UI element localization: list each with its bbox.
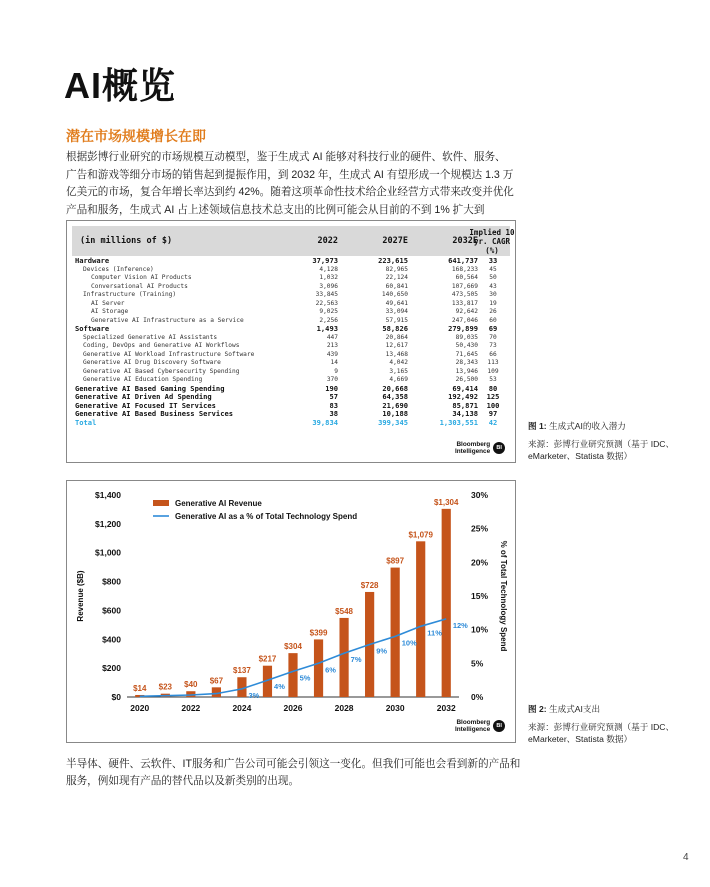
row-value: 9,025: [319, 308, 338, 315]
table-row: [72, 308, 510, 317]
x-tick-label: 2030: [385, 703, 405, 713]
table-row: [72, 342, 510, 351]
bar-label: $40: [184, 680, 198, 690]
fig2-caption: 图 2: 生成式AI支出 来源：彭博行业研究预测（基于 IDC、eMarketer、Statista 数据）: [528, 704, 675, 744]
row-value: 33,094: [385, 308, 408, 315]
row-value: 213: [326, 342, 338, 349]
row-value: 10,188: [382, 409, 408, 418]
row-value: 73: [489, 342, 497, 349]
line-point-label: 10%: [401, 638, 417, 648]
bar: [391, 568, 400, 697]
row-value: 1,303,551: [439, 417, 478, 427]
row-value: 113: [487, 359, 499, 366]
page-title: AI概览: [64, 65, 177, 106]
y2-tick-label: 0%: [471, 692, 484, 702]
row-value: 4,042: [389, 359, 408, 366]
y2-tick-label: 25%: [471, 523, 489, 534]
row-value: 57: [329, 392, 338, 401]
revenue-table-figure: [66, 220, 516, 463]
row-value: 279,899: [448, 324, 478, 333]
row-value: 19: [489, 299, 497, 307]
row-value: 20,668: [382, 383, 408, 393]
row-value: 53: [489, 376, 497, 383]
row-value: 12,617: [385, 342, 408, 349]
line-point-label: 7%: [350, 655, 362, 665]
bar-label: $14: [133, 683, 147, 693]
row-value: 641,737: [448, 256, 478, 265]
y-tick-label: $1,000: [95, 547, 121, 558]
table-row: [72, 274, 510, 283]
header-2022: 2022: [317, 236, 338, 246]
row-value: 64,358: [382, 392, 408, 401]
row-value: 92,642: [455, 308, 478, 315]
row-label: AI Server: [91, 299, 125, 307]
row-value: 1,493: [316, 324, 338, 333]
y-tick-label: $1,200: [95, 518, 121, 529]
table-row: [72, 300, 510, 309]
row-value: 39,834: [312, 417, 338, 427]
header-cagr: Implied 10 yr. CAGR (%): [469, 227, 515, 255]
table-row: [72, 351, 510, 360]
row-value: 190: [325, 383, 338, 393]
x-tick-label: 2024: [232, 703, 252, 713]
legend-label-percent: Generative AI as a % of Total Technology Spend: [175, 512, 358, 521]
row-label: Infrastructure (Training): [83, 291, 177, 298]
section-subhead: 潜在市场规模增长在即: [66, 128, 206, 144]
bi-logo-icon: BI: [493, 442, 505, 454]
row-value: 26,500: [455, 376, 478, 383]
y-tick-label: $1,400: [95, 490, 121, 500]
bar-label: $23: [158, 682, 172, 692]
spending-chart: [67, 481, 515, 742]
row-value: 109: [487, 367, 499, 375]
row-value: 20,864: [385, 333, 408, 341]
x-tick-label: 2032: [436, 703, 456, 713]
line-point-label: 11%: [427, 628, 442, 638]
y-tick-label: $600: [102, 605, 121, 616]
row-value: 4,128: [319, 265, 338, 273]
bi-logo-icon: BI: [493, 720, 505, 732]
row-value: 473,505: [451, 291, 478, 298]
y2-tick-label: 30%: [471, 490, 489, 500]
row-value: 3,096: [319, 282, 338, 290]
row-label: AI Storage: [91, 308, 129, 315]
row-value: 14: [330, 359, 338, 366]
intro-paragraph: 根据彭博行业研究的市场规模互动模型，鉴于生成式 AI 能够对科技行业的硬件、软件、服务、广告和游戏等细分市场的销售起到提振作用，到 2032 年，生成式 AI 有望形成一个规模达 1.3 万亿美元的市场，复合年增长率达到约 42%。随着这项革命性技术给企业经营方式带来改变并优化产品和服务，生成式 AI 占上述领域信息技术总支出的比例可能会从目前的不到 1% 扩大到: [66, 151, 514, 216]
row-value: 3,165: [389, 367, 408, 375]
row-value: 30: [489, 291, 497, 298]
y-axis-title: Revenue ($B): [76, 570, 85, 622]
line-point-label: 4%: [274, 682, 285, 692]
row-value: 223,615: [378, 256, 408, 265]
row-label: Coding, DevOps and Generative AI Workflows: [83, 342, 240, 349]
row-label: Computer Vision AI Products: [91, 274, 192, 281]
x-tick-label: 2026: [283, 703, 303, 713]
row-value: 1,032: [319, 274, 338, 281]
row-value: 42: [488, 417, 498, 427]
y-tick-label: $0: [111, 692, 121, 702]
row-value: 100: [486, 400, 500, 410]
y-tick-label: $200: [102, 663, 121, 674]
row-value: 28,343: [455, 359, 478, 366]
row-value: 49,641: [385, 299, 408, 307]
row-label: Generative AI Based Gaming Spending: [75, 383, 225, 393]
x-tick-label: 2022: [181, 703, 201, 713]
bloomberg-logo: Bloomberg Intelligence BI: [455, 441, 505, 455]
row-value: 45: [489, 265, 497, 273]
row-label: Generative AI Infrastructure as a Service: [91, 316, 244, 324]
row-value: 69,414: [452, 383, 478, 393]
row-value: 168,233: [451, 265, 478, 273]
row-value: 21,690: [382, 400, 408, 410]
line-point-label: 12%: [452, 620, 468, 630]
bloomberg-logo-2: Bloomberg Intelligence BI: [455, 719, 505, 733]
row-value: 33,845: [315, 291, 338, 298]
legend-swatch-revenue: [153, 500, 169, 506]
table-row: [72, 291, 510, 300]
row-value: 70: [489, 333, 497, 341]
row-value: 26: [489, 308, 497, 315]
row-value: 2,256: [319, 316, 338, 324]
row-value: 192,492: [448, 392, 478, 401]
row-label: Generative AI Education Spending: [83, 376, 203, 383]
table-body: [72, 257, 510, 427]
row-value: 43: [489, 282, 497, 290]
row-value: 58,826: [382, 324, 408, 333]
row-label: Specialized Generative AI Assistants: [83, 333, 218, 341]
row-value: 60: [489, 316, 497, 324]
row-value: 13,946: [455, 367, 478, 375]
row-value: 247,046: [451, 316, 478, 324]
row-label: Total: [75, 417, 97, 427]
bar-label: $137: [233, 666, 251, 676]
line-point-label: 3%: [248, 690, 260, 700]
line-point-label: 6%: [325, 665, 336, 675]
table-row: [72, 266, 510, 275]
row-label: Devices (Inference): [83, 265, 154, 273]
row-value: 80: [488, 383, 498, 393]
row-value: 97: [488, 409, 498, 418]
table-row: [72, 334, 510, 343]
row-value: 37,973: [312, 256, 338, 265]
bar-label: $728: [360, 580, 379, 590]
row-label: Conversational AI Products: [91, 282, 188, 290]
line-point-label: 5%: [299, 673, 311, 683]
table-row: [72, 325, 510, 334]
row-value: 439: [326, 350, 338, 358]
x-tick-label: 2028: [334, 703, 354, 713]
bar-label: $897: [386, 556, 405, 566]
table-row: [72, 283, 510, 292]
row-label: Generative AI Based Business Services: [75, 409, 234, 418]
row-value: 125: [486, 392, 500, 401]
y-tick-label: $800: [102, 576, 121, 587]
row-value: 370: [326, 376, 338, 383]
row-label: Generative AI Focused IT Services: [75, 400, 216, 410]
spending-chart-figure: [66, 480, 516, 743]
bar: [416, 541, 425, 697]
y2-tick-label: 5%: [471, 658, 484, 669]
bar-label: $399: [309, 628, 328, 638]
bar-label: $304: [284, 642, 302, 652]
legend-label-revenue: Generative AI Revenue: [175, 499, 262, 508]
row-value: 107,669: [451, 282, 478, 290]
row-value: 9: [334, 367, 338, 375]
row-label: Software: [75, 324, 110, 333]
row-value: 13,468: [385, 350, 408, 358]
y2-tick-label: 15%: [471, 591, 489, 601]
bar-label: $217: [258, 654, 277, 664]
row-value: 83: [329, 400, 338, 410]
row-value: 82,965: [385, 265, 408, 273]
table-row: [72, 257, 510, 266]
bar: [212, 687, 221, 697]
bar: [339, 618, 348, 697]
row-value: 89,035: [455, 333, 478, 341]
row-value: 71,645: [455, 350, 478, 358]
row-value: 60,841: [385, 282, 408, 290]
table-row: [72, 317, 510, 326]
line-point-label: 9%: [376, 646, 388, 656]
row-label: Hardware: [75, 256, 110, 265]
header-2032e: 2032E: [452, 236, 478, 246]
row-value: 22,124: [385, 274, 408, 281]
row-value: 34,138: [452, 409, 478, 418]
table-row: [72, 359, 510, 368]
row-value: 57,915: [385, 316, 408, 324]
bar-label: $67: [209, 676, 224, 686]
table-header: [72, 226, 515, 256]
bar: [442, 509, 451, 697]
y2-tick-label: 20%: [471, 557, 489, 568]
row-value: 85,871: [452, 400, 478, 410]
x-tick-label: 2020: [130, 703, 150, 713]
row-value: 50,430: [455, 342, 478, 349]
outro-paragraph: 半导体、硬件、云软件、IT服务和广告公司可能会引领这一变化。但我们可能也会看到新的产品和服务，例如现有产品的替代品以及新类别的出现。: [66, 758, 521, 787]
row-label: Generative AI Workload Infrastructure Software: [83, 350, 255, 358]
row-value: 66: [489, 350, 497, 358]
header-2027e: 2027E: [382, 236, 408, 246]
bar: [314, 639, 323, 697]
row-label: Generative AI Driven Ad Spending: [75, 392, 212, 401]
y2-axis-title: % of Total Technology Spend: [499, 540, 508, 652]
row-value: 133,817: [451, 299, 478, 307]
row-value: 60,564: [455, 274, 478, 281]
bar-label: $548: [335, 606, 353, 616]
y-tick-label: $400: [102, 634, 121, 645]
bar-label: $1,304: [433, 497, 459, 507]
row-value: 50: [489, 274, 497, 281]
row-value: 33: [488, 256, 498, 265]
page-number: 4: [683, 852, 689, 863]
bar: [288, 653, 297, 697]
row-value: 69: [488, 324, 498, 333]
table-row: [72, 368, 510, 377]
row-value: 4,669: [389, 376, 408, 383]
row-value: 447: [326, 333, 338, 341]
row-value: 140,650: [381, 291, 408, 298]
header-label: (in millions of $): [80, 236, 173, 246]
row-label: Generative AI Drug Discovery Software: [83, 359, 221, 366]
table-row: [72, 419, 510, 428]
row-value: 22,563: [315, 299, 338, 307]
bar-label: $1,079: [408, 530, 433, 540]
row-value: 38: [329, 409, 338, 418]
row-value: 399,345: [378, 417, 408, 427]
fig1-caption: 图 1: 生成式AI的收入潜力 来源：彭博行业研究预测（基于 IDC、eMarketer、Statista 数据）: [528, 421, 675, 461]
y2-tick-label: 10%: [471, 624, 489, 635]
row-label: Generative AI Based Cybersecurity Spending: [83, 367, 240, 375]
